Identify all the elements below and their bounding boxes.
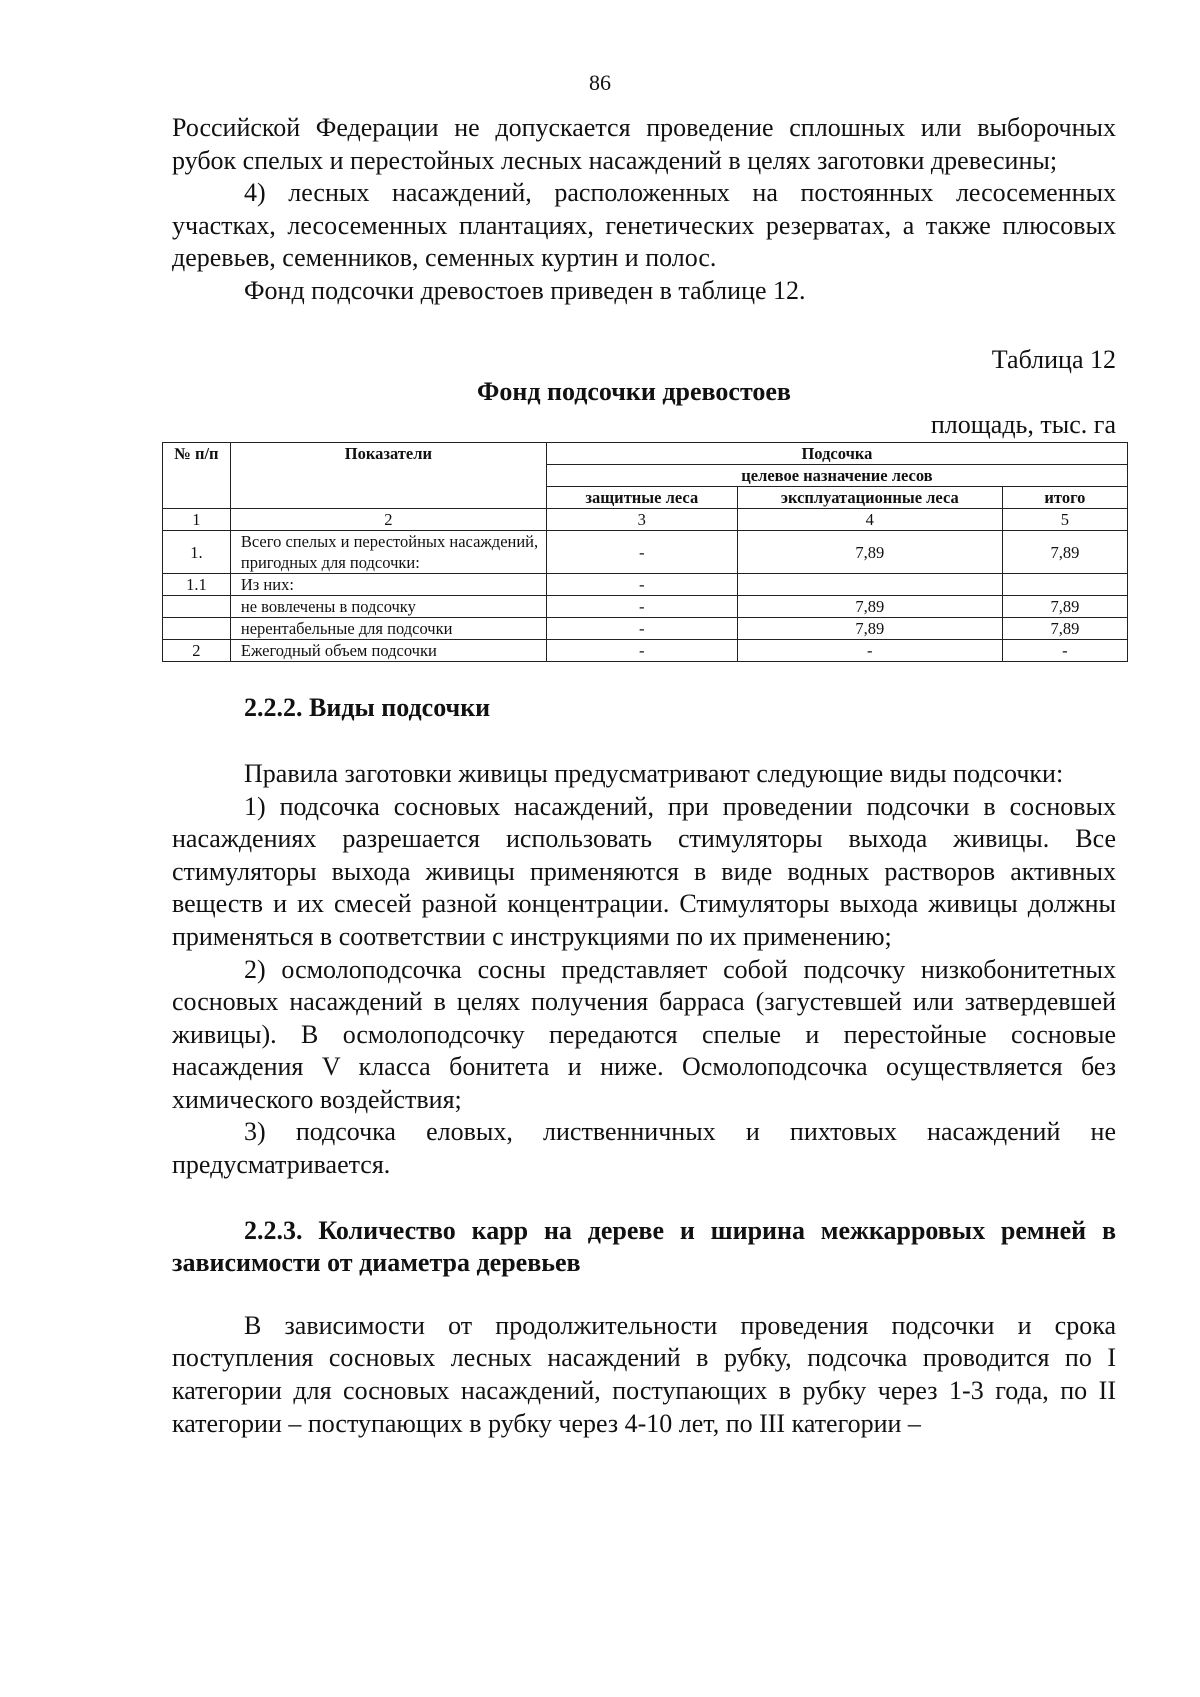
row-label: нерентабельные для подсочки xyxy=(230,618,546,640)
row-label: не вовлечены в подсочку xyxy=(230,596,546,618)
row-num: 1. xyxy=(163,531,231,574)
row-exploitation: - xyxy=(737,640,1002,662)
row-protective: - xyxy=(546,574,737,596)
row-num xyxy=(163,618,231,640)
column-number: 5 xyxy=(1002,509,1127,531)
row-label: Всего спелых и перестойных насаждений, пригодных для подсочки: xyxy=(230,531,546,574)
table-row xyxy=(163,596,1128,618)
header-exploitation: эксплуатационные леса xyxy=(737,487,1002,509)
section-223-paragraph-1: В зависимости от продолжительности проведения подсочки и срока поступления сосновых лесных насаждений в рубку, подсочка проводится по I категории для сосновых насаждений, поступающих в рубку через 1-3 года, по II категории – поступающих в рубку через 4-10 лет, по III категории – xyxy=(172,1310,1116,1438)
intro-paragraph-3: Фонд подсочки древостоев приведен в таблице 12. xyxy=(244,275,806,305)
row-exploitation: 7,89 xyxy=(737,596,1002,618)
row-exploitation xyxy=(737,574,1002,596)
row-num: 2 xyxy=(163,640,231,662)
document-body xyxy=(172,112,1116,1440)
section-222-paragraph-4: 3) подсочка еловых, лиственничных и пихтовых насаждений не предусматривается. xyxy=(172,1117,1116,1180)
table-row xyxy=(163,618,1128,640)
table-row xyxy=(163,640,1128,662)
row-total xyxy=(1002,574,1127,596)
table-title: Фонд подсочки древостоев xyxy=(477,377,791,407)
row-num xyxy=(163,596,231,618)
intro-paragraph-2: 4) лесных насаждений, расположенных на постоянных лесосеменных участках, лесосеменных плантациях, генетических резерватах, а также плюсовых деревьев, семенников, семенных куртин и полос. xyxy=(172,178,1116,273)
row-protective: - xyxy=(546,618,737,640)
row-total: - xyxy=(1002,640,1127,662)
table-unit: площадь, тыс. га xyxy=(930,409,1116,439)
page-number: 86 xyxy=(589,70,611,95)
section-222-paragraph-2: 1) подсочка сосновых насаждений, при проведении подсочки в сосновых насаждениях разрешается использовать стимуляторы выхода живицы. Все стимуляторы выхода живицы применяются в виде водных растворов активных веществ и их смесей разной концентрации. Стимуляторы выхода живицы должны применяться в соответствии с инструкциями по их применению; xyxy=(172,791,1116,951)
row-num: 1.1 xyxy=(163,574,231,596)
header-num: № п/п xyxy=(163,443,231,509)
intro-paragraph-1: Российской Федерации не допускается проведение сплошных или выборочных рубок спелых и перестойных лесных насаждений в целях заготовки древесины; xyxy=(172,113,1116,175)
header-indicators: Показатели xyxy=(230,443,546,509)
column-number: 3 xyxy=(546,509,737,531)
tapping-fund-table xyxy=(162,442,1128,662)
row-total: 7,89 xyxy=(1002,618,1127,640)
table-row xyxy=(163,531,1128,574)
column-number: 4 xyxy=(737,509,1002,531)
table-row xyxy=(163,574,1128,596)
section-222-paragraph-3: 2) осмолоподсочка сосны представляет собой подсочку низкобонитетных сосновых насаждений в целях получения барраса (загустевшей или затвердевшей живицы). В осмолоподсочку передаются спелые и перестойные сосновые насаждения V класса бонитета и ниже. Осмолоподсочка осуществляется без химического воздействия; xyxy=(172,954,1116,1114)
header-purpose: целевое назначение лесов xyxy=(546,465,1127,487)
row-protective: - xyxy=(546,531,737,574)
section-heading-223: 2.2.3. Количество карр на дереве и ширина межкарровых ремней в зависимости от диаметра деревьев xyxy=(172,1215,1116,1278)
column-number-row xyxy=(163,509,1128,531)
section-222-paragraph-1: Правила заготовки живицы предусматривают следующие виды подсочки: xyxy=(244,758,1064,788)
row-exploitation: 7,89 xyxy=(737,531,1002,574)
row-label: Из них: xyxy=(230,574,546,596)
section-heading-222: 2.2.2. Виды подсочки xyxy=(244,693,491,723)
header-protective: защитные леса xyxy=(546,487,737,509)
row-protective: - xyxy=(546,640,737,662)
row-total: 7,89 xyxy=(1002,596,1127,618)
header-tapping: Подсочка xyxy=(546,443,1127,465)
column-number: 1 xyxy=(163,509,231,531)
column-number: 2 xyxy=(230,509,546,531)
table-caption: Таблица 12 xyxy=(991,344,1116,374)
row-exploitation: 7,89 xyxy=(737,618,1002,640)
row-total: 7,89 xyxy=(1002,531,1127,574)
header-total: итого xyxy=(1002,487,1127,509)
row-protective: - xyxy=(546,596,737,618)
row-label: Ежегодный объем подсочки xyxy=(230,640,546,662)
